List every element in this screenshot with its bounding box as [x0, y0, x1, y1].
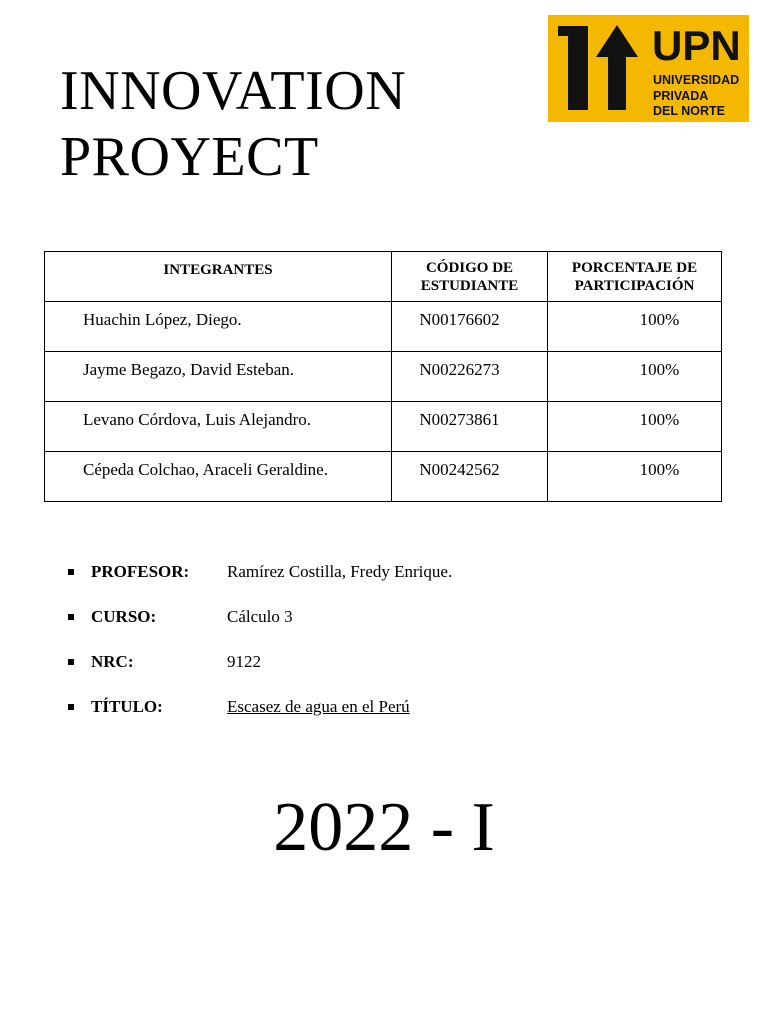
header-integrantes [45, 252, 392, 302]
logo-line-3: DEL NORTE [653, 104, 725, 118]
nrc-value: 9122 [227, 652, 261, 671]
square-bullet-icon [68, 569, 74, 575]
member-percentage: 100% [548, 352, 722, 402]
titulo-value: Escasez de agua en el Perú [227, 697, 410, 716]
profesor-label: PROFESOR: [91, 562, 190, 581]
member-percentage: 100% [548, 302, 722, 352]
member-percentage: 100% [548, 452, 722, 502]
table-header-row [45, 252, 722, 302]
table-row [45, 352, 722, 402]
titulo-label: TÍTULO: [91, 697, 163, 716]
member-name: Huachin López, Diego. [45, 302, 392, 352]
member-percentage: 100% [548, 402, 722, 452]
header-codigo-line-1: CÓDIGO DE [425, 260, 514, 276]
header-porcentaje [548, 252, 722, 302]
square-bullet-icon [68, 704, 74, 710]
table-row [45, 452, 722, 502]
curso-label: CURSO: [91, 607, 157, 626]
logo-brand: UPN [652, 22, 741, 69]
header-codigo [392, 252, 548, 302]
square-bullet-icon [68, 659, 74, 665]
logo-line-2: PRIVADA [653, 89, 709, 103]
member-code: N00242562 [392, 452, 548, 502]
logo-line-1: UNIVERSIDAD [653, 73, 740, 87]
nrc-label: NRC: [91, 652, 134, 671]
header-porcentaje-line-2: PARTICIPACIÓN [574, 278, 695, 294]
title-line-1: INNOVATION [60, 60, 407, 122]
title-line-2: PROYECT [60, 126, 319, 188]
member-code: N00176602 [392, 302, 548, 352]
member-code: N00273861 [392, 402, 548, 452]
member-code: N00226273 [392, 352, 548, 402]
member-name: Jayme Begazo, David Esteban. [45, 352, 392, 402]
members-table [44, 251, 722, 502]
header-porcentaje-line-1: PORCENTAJE DE [571, 260, 698, 276]
table-row [45, 302, 722, 352]
profesor-value: Ramírez Costilla, Fredy Enrique. [227, 562, 453, 581]
member-name: Cépeda Colchao, Araceli Geraldine. [45, 452, 392, 502]
document-title [60, 58, 406, 190]
square-bullet-icon [68, 614, 74, 620]
header-integrantes-label: INTEGRANTES [163, 262, 273, 278]
curso-value: Cálculo 3 [227, 607, 293, 626]
upn-logo [548, 15, 749, 122]
academic-period: 2022 - I [273, 789, 495, 866]
header-codigo-line-2: ESTUDIANTE [420, 278, 519, 294]
table-row [45, 402, 722, 452]
member-name: Levano Córdova, Luis Alejandro. [45, 402, 392, 452]
